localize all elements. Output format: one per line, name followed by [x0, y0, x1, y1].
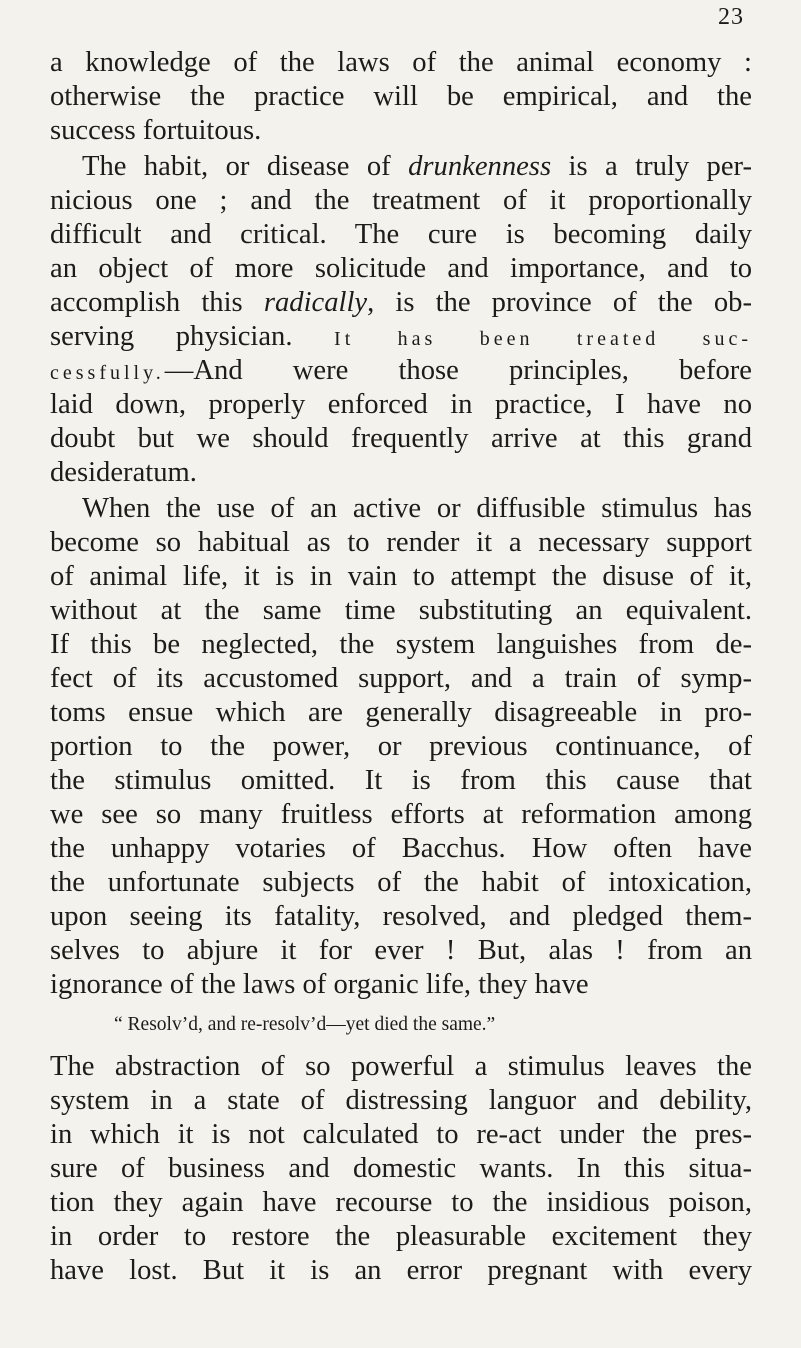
text-segment: is a truly per- — [568, 151, 753, 182]
text-segment: , is the province of the ob- — [367, 287, 753, 318]
text-line: toms ensue which are generally disagreeable in pro- — [50, 697, 752, 728]
text-line: ignorance of the laws of organic life, they have — [50, 969, 589, 1000]
small-caps-text: It has been treated suc- — [334, 328, 753, 350]
text-line: the unfortunate subjects of the habit of intoxication, — [50, 867, 752, 898]
text-line: we see so many fruitless efforts at reformation among — [50, 799, 752, 830]
text-line: laid down, properly enforced in practice, I have no — [50, 389, 752, 420]
text-line: nicious one ; and the treatment of it proportionally — [50, 185, 752, 216]
italic-word: drunkenness — [408, 151, 552, 182]
paragraph-line — [82, 150, 752, 184]
text-line: otherwise the practice will be empirical, and the — [50, 81, 752, 112]
italic-word: radically — [263, 287, 368, 318]
text-line: without at the same time substituting an equivalent. — [50, 595, 752, 626]
small-caps-text: cessfully. — [50, 362, 165, 384]
text-line: desideratum. — [50, 457, 197, 488]
text-line: upon seeing its fatality, resolved, and pledged them- — [50, 901, 752, 932]
text-line: If this be neglected, the system languishes from de- — [50, 629, 752, 660]
text-line: success fortuitous. — [50, 115, 262, 146]
text-line: When the use of an active or diffusible stimulus has — [82, 493, 752, 524]
text-segment: accomplish this — [50, 287, 243, 318]
text-line: doubt but we should frequently arrive at this grand — [50, 423, 752, 454]
text-line: selves to abjure it for ever ! But, alas ! from an — [50, 935, 752, 966]
text-line: become so habitual as to render it a necessary support — [50, 527, 752, 558]
text-line: The abstraction of so powerful a stimulus leaves the — [50, 1051, 752, 1082]
text-line: a knowledge of the laws of the animal economy : — [50, 47, 752, 78]
text-line: in which it is not calculated to re-act under the pres- — [50, 1119, 752, 1150]
text-line: of animal life, it is in vain to attempt the disuse of it, — [50, 561, 752, 592]
paragraph-line — [50, 286, 752, 320]
text-line: tion they again have recourse to the insidious poison, — [50, 1187, 752, 1218]
block-quote: “ Resolv’d, and re-resolv’d—yet died the same.” — [114, 1014, 496, 1035]
text-line: the unhappy votaries of Bacchus. How often have — [50, 833, 752, 864]
text-line: portion to the power, or previous continuance, of — [50, 731, 752, 762]
text-line: fect of its accustomed support, and a train of symp- — [50, 663, 752, 694]
text-line: sure of business and domestic wants. In this situa- — [50, 1153, 752, 1184]
paragraph-line — [50, 320, 752, 356]
text-line: the stimulus omitted. It is from this cause that — [50, 765, 752, 796]
text-line: an object of more solicitude and importance, and to — [50, 253, 752, 284]
text-segment: serving physician. — [50, 321, 293, 352]
paragraph-line — [50, 354, 752, 390]
text-segment: —And were those principles, before — [164, 355, 752, 386]
text-line: difficult and critical. The cure is becoming daily — [50, 219, 752, 250]
page-number: 23 — [718, 4, 744, 30]
text-line: system in a state of distressing languor and debility, — [50, 1085, 752, 1116]
text-line: in order to restore the pleasurable excitement they — [50, 1221, 752, 1252]
text-line: have lost. But it is an error pregnant with every — [50, 1255, 752, 1286]
text-segment: The habit, or disease of — [82, 151, 391, 182]
